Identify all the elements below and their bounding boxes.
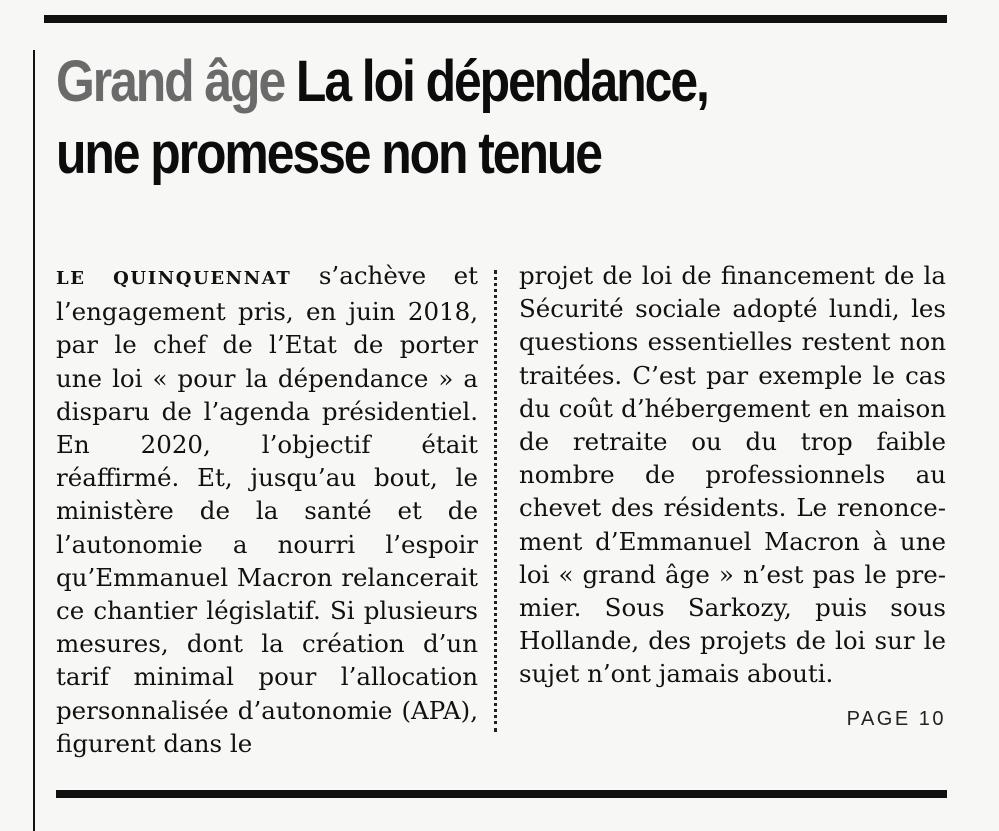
headline-title-line1: La loi dépendance, (295, 49, 708, 114)
article-lead: LE QUINQUENNAT (56, 268, 292, 289)
headline-kicker: Grand âge (56, 49, 285, 114)
article-left-text: s’achève et l’engagement pris, en juin 2018, par le chef de l’Etat de porter une loi « pour la dépendance » a disparu de l’agenda présidentiel. En 2020, l’objectif était réaffirmé. Et, jusqu’au bout, le ministère de la santé et de l’autonomie a nourri l’espoir qu’Emmanuel Macron relancerait ce chantier législatif. Si plusieurs mesures, dont la création d’un tarif minimal pour l’allocation personnalisée d’autonomie (APA), figurent dans le (56, 261, 478, 758)
article-right-text: projet de loi de financement de la Sécurité sociale adopté lundi, les questions essentielles restent non traitées. C’est par exemple le cas du coût d’hébergement en maison de retraite ou du trop faible nombre de professionnels au chevet des résidents. Le renoncement d’Emmanuel Macron à une loi « grand âge » n’est pas le premier. Sous Sarkozy, puis sous Hollande, des projets de loi sur le sujet n’ont jamais abouti. (519, 261, 946, 689)
article-left-column (56, 259, 478, 760)
headline (56, 46, 830, 190)
bottom-rule (56, 790, 947, 798)
article-right-column (519, 259, 946, 691)
left-rule (33, 50, 35, 831)
top-rule (44, 15, 947, 23)
page-reference: PAGE 10 (846, 708, 946, 730)
headline-title-line2: une promesse non tenue (56, 121, 601, 186)
column-divider (494, 270, 497, 732)
